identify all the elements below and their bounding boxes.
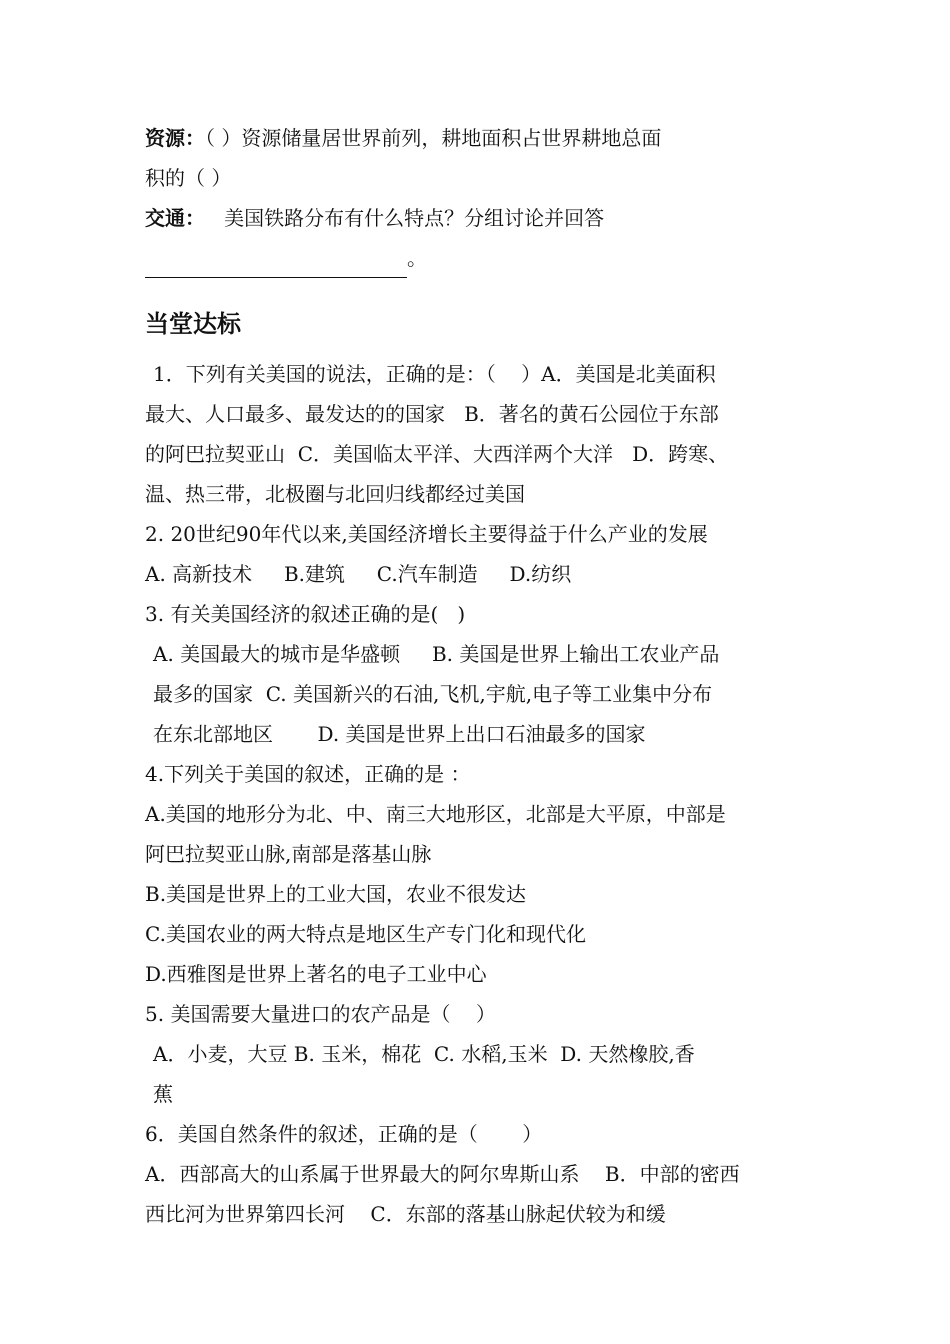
q4-line: B.美国是世界上的工业大国，农业不很发达 [145,882,527,906]
transport-line [145,198,810,238]
question-1 [145,354,810,514]
q4-line: A.美国的地形分为北、中、南三大地形区，北部是大平原，中部是 [145,802,726,826]
resource-line-2: 积的（ ） [145,166,232,190]
question-2 [145,514,810,594]
q6-line: A．西部高大的山系属于世界最大的阿尔卑斯山系 B．中部的密西 [145,1162,740,1186]
q4-line: 4.下列关于美国的叙述，正确的是 ： [145,762,471,786]
question-6 [145,1114,810,1234]
q2-line: A. 高新技术 B.建筑 C.汽车制造 D.纺织 [145,562,572,586]
transport-text: 美国铁路分布有什么特点？分组讨论并回答 [205,206,605,230]
q6-line: 西比河为世界第四长河 C．东部的落基山脉起伏较为和缓 [145,1202,666,1226]
q4-line: C.美国农业的两大特点是地区生产专门化和现代化 [145,922,586,946]
q4-line: D.西雅图是世界上著名的电子工业中心 [145,962,487,986]
transport-answer-line [145,238,810,278]
question-4 [145,754,810,994]
q5-line: 5. 美国需要大量进口的农产品是（ ） [145,1002,496,1026]
resource-label: 资源： [145,126,205,150]
q4-line: 阿巴拉契亚山脉,南部是落基山脉 [145,842,432,866]
answer-blank [145,247,407,278]
q1-line: 的阿巴拉契亚山 C．美国临太平洋、大西洋两个大洋 D．跨寒、 [145,442,729,466]
document-page [145,118,810,1234]
q2-line: 2. 20世纪90年代以来,美国经济增长主要得益于什么产业的发展 [145,522,708,546]
resource-line-1 [145,118,810,158]
q1-line: 温、热三带，北极圈与北回归线都经过美国 [145,482,525,506]
transport-tail: 。 [407,246,427,270]
q3-line: 最多的国家 C. 美国新兴的石油,飞机,宇航,电子等工业集中分布 [153,682,713,706]
q1-line: 1．下列有关美国的说法，正确的是：（ ）A．美国是北美面积 [153,362,716,386]
q5-line: 蕉 [153,1082,173,1106]
q5-line: A．小麦，大豆 B. 玉米，棉花 C. 水稻,玉米 D. 天然橡胶,香 [153,1042,695,1066]
transport-label: 交通： [145,206,205,230]
q6-line: 6．美国自然条件的叙述，正确的是（ ） [145,1122,543,1146]
section-title: 当堂达标 [145,310,241,338]
question-5 [145,994,810,1114]
resource-text-1: （ ）资源储量居世界前列，耕地面积占世界耕地总面 [205,126,662,150]
q3-line: 在东北部地区 D. 美国是世界上出口石油最多的国家 [153,722,646,746]
q3-line: A. 美国最大的城市是华盛顿 B. 美国是世界上输出工农业产品 [153,642,720,666]
q3-line: 3. 有关美国经济的叙述正确的是( ) [145,602,466,626]
q1-line: 最大、人口最多、最发达的的国家 B．著名的黄石公园位于东部 [145,402,719,426]
question-3 [145,594,810,754]
